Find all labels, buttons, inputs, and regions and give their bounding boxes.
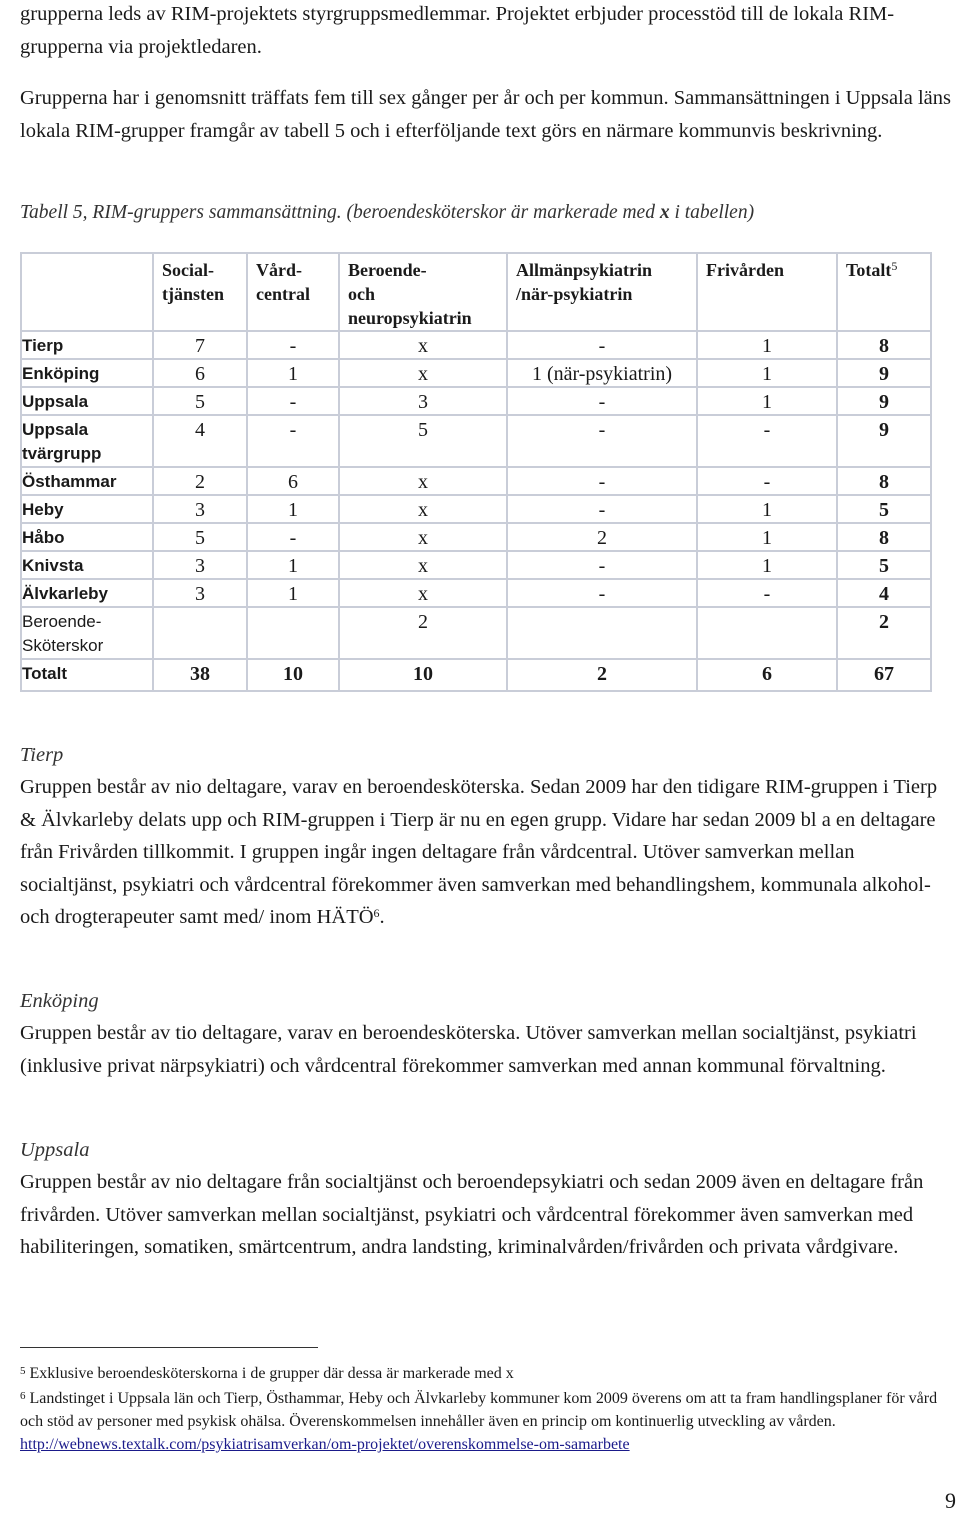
table-cell: - bbox=[507, 467, 697, 495]
header-cell: Social- tjänsten bbox=[153, 253, 247, 331]
footnote-number: 6 bbox=[20, 1390, 26, 1402]
section-heading: Tierp bbox=[20, 744, 64, 766]
table-cell: 9 bbox=[837, 359, 931, 387]
table-row bbox=[21, 495, 931, 523]
row-label: Håbo bbox=[21, 523, 153, 551]
table-cell: - bbox=[507, 551, 697, 579]
table-body bbox=[21, 331, 931, 691]
table-cell: x bbox=[339, 467, 507, 495]
table-cell: - bbox=[247, 387, 339, 415]
footnote-divider bbox=[20, 1347, 318, 1348]
section-tierp bbox=[20, 739, 950, 934]
table-cell bbox=[153, 607, 247, 659]
table-cell bbox=[697, 607, 837, 659]
table-cell: - bbox=[697, 415, 837, 467]
page-number: 9 bbox=[945, 1488, 956, 1513]
footnote-6 bbox=[20, 1387, 940, 1456]
table-total-row bbox=[21, 659, 931, 691]
row-label: Östhammar bbox=[21, 467, 153, 495]
table-cell: 8 bbox=[837, 467, 931, 495]
table-cell: 1 bbox=[247, 551, 339, 579]
footnote-number: 5 bbox=[20, 1365, 26, 1377]
row-label: Totalt bbox=[21, 659, 153, 691]
section-body bbox=[20, 771, 950, 934]
header-cell: Frivården bbox=[697, 253, 837, 331]
table-cell: 6 bbox=[247, 467, 339, 495]
row-label: Heby bbox=[21, 495, 153, 523]
table-cell: 9 bbox=[837, 415, 931, 467]
table-cell: 3 bbox=[339, 387, 507, 415]
header-cell: Beroende- och neuropsykiatrin bbox=[339, 253, 507, 331]
table-cell: 38 bbox=[153, 659, 247, 691]
table-row bbox=[21, 467, 931, 495]
section-enkoping bbox=[20, 985, 950, 1082]
header-cell: Vård- central bbox=[247, 253, 339, 331]
section-body-text: Gruppen består av nio deltagare, varav en beroendesköterska. Sedan 2009 har den tidigare RIM-gruppen i Tierp & Älvkarleby delats upp och RIM-gruppen i Tierp är nu en egen grupp. Vidare har sedan 2009 bl a en deltagare från Frivården tillkommit. I gruppen ingår ingen deltagare från vårdcentral. Utöver samverkan mellan socialtjänst, psykiatri och vårdcentral förekommer även samverkan med behandlingshem, kommunala alkohol- och drogterapeuter samt med/ inom HÄTÖ bbox=[20, 776, 938, 928]
table-cell: 2 bbox=[339, 607, 507, 659]
table-cell: 1 bbox=[247, 359, 339, 387]
section-body-tail: . bbox=[379, 906, 385, 928]
table-cell: x bbox=[339, 359, 507, 387]
table-header-row bbox=[21, 253, 931, 331]
row-label: Knivsta bbox=[21, 551, 153, 579]
intro-paragraph-1: grupperna leds av RIM-projektets styrgruppsmedlemmar. Projektet erbjuder processtöd till de lokala RIM-grupperna via projektledaren. bbox=[20, 3, 895, 58]
header-cell: Allmänpsykiatrin /när-psykiatrin bbox=[507, 253, 697, 331]
table-cell: - bbox=[247, 523, 339, 551]
table-cell: 1 bbox=[697, 523, 837, 551]
row-label: Beroende- Sköterskor bbox=[21, 607, 153, 659]
table-cell: 1 bbox=[247, 495, 339, 523]
section-heading: Enköping bbox=[20, 990, 99, 1012]
table-cell: 1 bbox=[697, 495, 837, 523]
table-row bbox=[21, 607, 931, 659]
table-row bbox=[21, 387, 931, 415]
rim-composition-table bbox=[20, 252, 932, 692]
caption-paren-start: (beroendesköterskor är markerade med bbox=[346, 202, 660, 223]
table-cell: 8 bbox=[837, 523, 931, 551]
table-cell: 4 bbox=[837, 579, 931, 607]
table-cell: 3 bbox=[153, 579, 247, 607]
table-cell: 4 bbox=[153, 415, 247, 467]
footnote-ref-5: 5 bbox=[891, 259, 898, 273]
table-cell: - bbox=[697, 579, 837, 607]
table-cell: 3 bbox=[153, 551, 247, 579]
caption-lead: Tabell 5, RIM-gruppers sammansättning. bbox=[20, 202, 342, 223]
table-cell bbox=[247, 607, 339, 659]
table-row bbox=[21, 551, 931, 579]
table-cell: 1 bbox=[697, 387, 837, 415]
row-label: Uppsala bbox=[21, 387, 153, 415]
table-cell bbox=[507, 607, 697, 659]
table-cell: x bbox=[339, 551, 507, 579]
table-cell: 1 bbox=[697, 551, 837, 579]
section-body: Gruppen består av tio deltagare, varav en beroendesköterska. Utöver samverkan mellan socialtjänst, psykiatri (inklusive privat närpsykiatri) och vårdcentral förekommer samverkan med annan kommunal förvaltning. bbox=[20, 1022, 917, 1077]
caption-mark: x bbox=[659, 202, 670, 223]
table-cell: 1 bbox=[697, 359, 837, 387]
table-cell: 5 bbox=[837, 495, 931, 523]
table-cell: 5 bbox=[837, 551, 931, 579]
table-cell: - bbox=[247, 415, 339, 467]
header-cell-total bbox=[837, 253, 931, 331]
footnote-5 bbox=[20, 1362, 940, 1385]
footnote-link[interactable]: http://webnews.textalk.com/psykiatrisamverkan/om-projektet/overenskommelse-om-samarbete bbox=[20, 1436, 630, 1453]
table-cell: 6 bbox=[697, 659, 837, 691]
table-cell: x bbox=[339, 331, 507, 359]
table-cell: 5 bbox=[153, 523, 247, 551]
table-row bbox=[21, 523, 931, 551]
caption-paren-end: i tabellen) bbox=[669, 202, 755, 223]
intro-paragraph-2: Grupperna har i genomsnitt träffats fem till sex gånger per år och per kommun. Sammansättningen i Uppsala läns lokala RIM-grupper framgår av tabell 5 och i efterföljande text görs en närmare kommunvis beskrivning. bbox=[20, 87, 951, 142]
table-cell: - bbox=[697, 467, 837, 495]
row-label: Uppsala tvärgrupp bbox=[21, 415, 153, 467]
table-row bbox=[21, 359, 931, 387]
footnote-text: Exklusive beroendesköterskorna i de grupper där dessa är markerade med x bbox=[25, 1365, 514, 1382]
table-cell: - bbox=[507, 415, 697, 467]
table-cell: - bbox=[507, 387, 697, 415]
footnote-text: Landstinget i Uppsala län och Tierp, Östhammar, Heby och Älvkarleby kommuner kom 2009 överens om att ta fram handlingsplaner för vård och stöd av personer med psykisk ohälsa. Överenskommelsen innehåller även en princip om kontinuerlig utveckling av vården. bbox=[20, 1390, 938, 1430]
section-uppsala bbox=[20, 1134, 950, 1264]
table-cell: 7 bbox=[153, 331, 247, 359]
header-total-label: Totalt bbox=[846, 260, 892, 280]
row-label: Älvkarleby bbox=[21, 579, 153, 607]
table-cell: 1 (när-psykiatrin) bbox=[507, 359, 697, 387]
header-cell bbox=[21, 253, 153, 331]
table-cell: 9 bbox=[837, 387, 931, 415]
table-cell: 5 bbox=[153, 387, 247, 415]
table-cell: 1 bbox=[697, 331, 837, 359]
table-cell: 2 bbox=[153, 467, 247, 495]
row-label: Enköping bbox=[21, 359, 153, 387]
table-cell: - bbox=[507, 331, 697, 359]
table-cell: 2 bbox=[507, 659, 697, 691]
section-body: Gruppen består av nio deltagare från socialtjänst och beroendepsykiatri och sedan 2009 även en deltagare från frivården. Utöver samverkan mellan socialtjänst, psykiatri och vårdcentral förekommer även samverkan med habiliteringen, somatiken, smärtcentrum, andra landsting, kriminalvården/frivården och privata vårdgivare. bbox=[20, 1171, 924, 1258]
table-cell: x bbox=[339, 495, 507, 523]
table-cell: - bbox=[247, 331, 339, 359]
table-cell: 5 bbox=[339, 415, 507, 467]
row-label: Tierp bbox=[21, 331, 153, 359]
table-cell: x bbox=[339, 523, 507, 551]
table-cell: 10 bbox=[339, 659, 507, 691]
table-cell: 8 bbox=[837, 331, 931, 359]
table-cell: 6 bbox=[153, 359, 247, 387]
table-cell: 67 bbox=[837, 659, 931, 691]
table-cell: - bbox=[507, 495, 697, 523]
footnote-ref-6: 6 bbox=[373, 906, 380, 920]
table-cell: 1 bbox=[247, 579, 339, 607]
table-cell: 2 bbox=[507, 523, 697, 551]
table-cell: - bbox=[507, 579, 697, 607]
table-caption bbox=[20, 198, 754, 228]
table-cell: 3 bbox=[153, 495, 247, 523]
table-row bbox=[21, 579, 931, 607]
table-cell: 2 bbox=[837, 607, 931, 659]
section-heading: Uppsala bbox=[20, 1139, 90, 1161]
table-cell: 10 bbox=[247, 659, 339, 691]
table-row bbox=[21, 415, 931, 467]
table-row bbox=[21, 331, 931, 359]
table-cell: x bbox=[339, 579, 507, 607]
